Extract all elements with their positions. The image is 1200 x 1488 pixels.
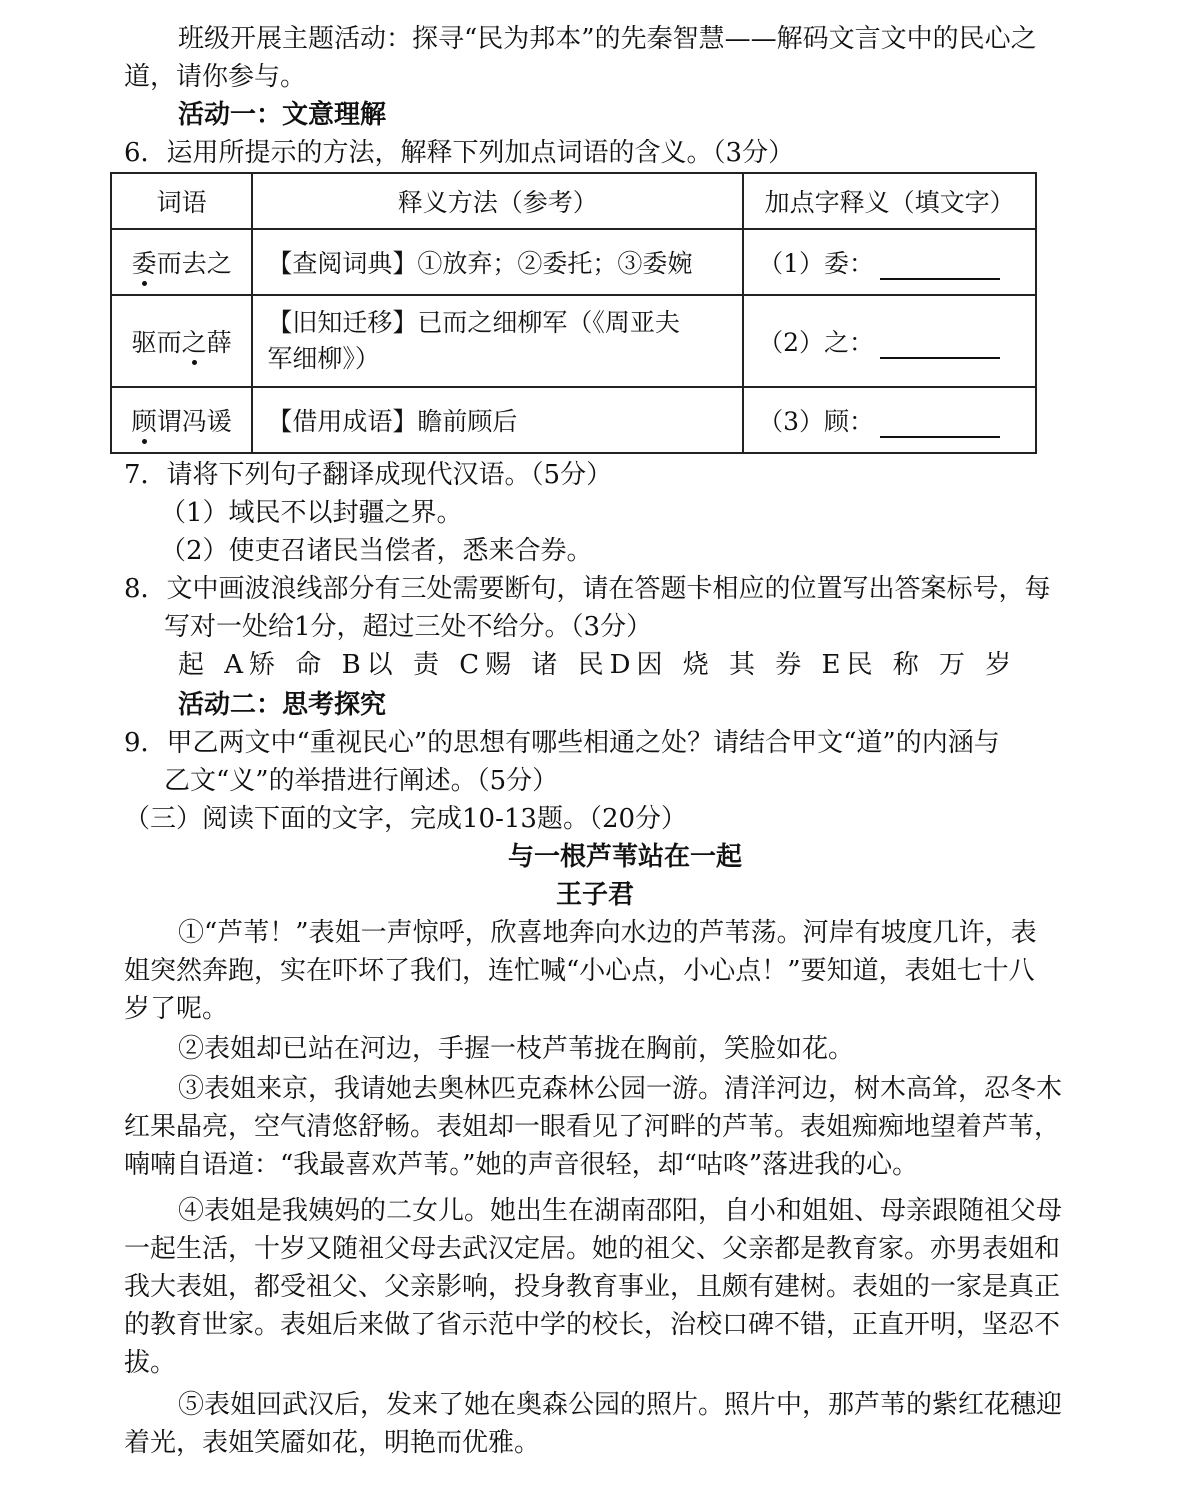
dotted-char: 顾	[131, 407, 157, 436]
header-answer: 加点字释义（填文字）	[743, 173, 1036, 229]
method-line-2: 军细柳》）	[267, 344, 380, 373]
question-9-line-2: 乙文“义”的举措进行阐述。（5分）	[164, 766, 559, 796]
article-author: 王子君	[556, 880, 635, 910]
paragraph-1-line: ①“芦苇！”表姐一声惊呼，欣喜地奔向水边的芦苇荡。河岸有坡度几许，表	[178, 918, 1037, 948]
question-6-title: 6．运用所提示的方法，解释下列加点词语的含义。（3分）	[124, 138, 795, 168]
paragraph-3-line: 喃喃自语道：“我最喜欢芦苇。”她的声音很轻，却“咕咚”落进我的心。	[124, 1150, 919, 1180]
word-rest: 谓冯谖	[156, 407, 232, 436]
question-7-title: 7．请将下列句子翻译成现代汉语。（5分）	[124, 460, 613, 490]
table-row	[111, 295, 1036, 387]
header-method: 释义方法（参考）	[252, 173, 743, 229]
paragraph-4-line: ④表姐是我姨妈的二女儿。她出生在湖南邵阳，自小和姐姐、母亲跟随祖父母	[178, 1196, 1063, 1226]
paragraph-4-line: 一起生活，十岁又随祖父母去武汉定居。她的祖父、父亲都是教育家。亦男表姐和	[124, 1234, 1061, 1264]
header-word: 词语	[111, 173, 252, 229]
activity-one-heading: 活动一：文意理解	[178, 100, 387, 130]
question-8-line-1: 8．文中画波浪线部分有三处需要断句，请在答题卡相应的位置写出答案标号，每	[124, 574, 1051, 604]
method-cell	[252, 295, 743, 387]
vocabulary-table	[110, 172, 1037, 454]
question-7-sentence-2: （2）使吏召诸民当偿者，悉来合券。	[160, 536, 593, 566]
method-cell: 【查阅词典】①放弃；②委托；③委婉	[252, 229, 743, 295]
paragraph-3-line: 红果晶亮，空气清悠舒畅。表姐却一眼看见了河畔的芦苇。表姐痴痴地望着芦苇，	[124, 1112, 1061, 1142]
answer-cell	[743, 229, 1036, 295]
answer-label: （1）委：	[758, 249, 875, 278]
answer-label: （3）顾：	[758, 407, 875, 436]
answer-cell	[743, 387, 1036, 453]
section-3-heading: （三）阅读下面的文字，完成10-13题。（20分）	[124, 804, 688, 834]
table-row	[111, 229, 1036, 295]
answer-label: （2）之：	[758, 328, 875, 357]
paragraph-2-line: ②表姐却已站在河边，手握一枝芦苇拢在胸前，笑脸如花。	[178, 1034, 855, 1064]
answer-cell	[743, 295, 1036, 387]
method-cell: 【借用成语】瞻前顾后	[252, 387, 743, 453]
word-rest: 薛	[206, 328, 232, 357]
answer-blank[interactable]	[880, 254, 1000, 280]
intro-line-1: 班级开展主题活动：探寻“民为邦本”的先秦智慧——解码文言文中的民心之	[178, 24, 1037, 54]
word-cell	[111, 295, 252, 387]
article-title: 与一根芦苇站在一起	[508, 842, 743, 872]
paragraph-5-line: 着光，表姐笑靥如花，明艳而优雅。	[124, 1428, 541, 1458]
question-9-line-1: 9．甲乙两文中“重视民心”的思想有哪些相通之处？请结合甲文“道”的内涵与	[124, 728, 1000, 758]
answer-blank[interactable]	[880, 333, 1000, 359]
paragraph-3-line: ③表姐来京，我请她去奥林匹克森林公园一游。清洋河边，树木高耸，忍冬木	[178, 1074, 1063, 1104]
paragraph-4-line: 的教育世家。表姐后来做了省示范中学的校长，治校口碑不错，正直开明，坚忍不	[124, 1310, 1061, 1340]
intro-line-2: 道，请你参与。	[124, 62, 307, 92]
paragraph-5-line: ⑤表姐回武汉后，发来了她在奥森公园的照片。照片中，那芦苇的紫红花穗迎	[178, 1390, 1063, 1420]
paragraph-4-line: 拔。	[124, 1348, 177, 1378]
question-7-sentence-1: （1）域民不以封疆之界。	[160, 498, 463, 528]
word-cell	[111, 387, 252, 453]
question-8-sentence: 起 A矫 命 B以 责 C赐 诸 民D因 烧 其 券 E民 称 万 岁	[178, 650, 1018, 680]
word-rest: 而去之	[156, 249, 232, 278]
table-row	[111, 387, 1036, 453]
paragraph-1-line: 岁了呢。	[124, 994, 229, 1024]
question-8-line-2: 写对一处给1分，超过三处不给分。（3分）	[164, 612, 653, 642]
word-cell	[111, 229, 252, 295]
method-line-1: 【旧知迁移】已而之细柳军（《周亚夫	[267, 308, 680, 337]
dotted-char: 之	[181, 328, 207, 357]
table-header-row	[111, 173, 1036, 229]
paragraph-4-line: 我大表姐，都受祖父、父亲影响，投身教育事业，且颇有建树。表姐的一家是真正	[124, 1272, 1061, 1302]
word-pre: 驱而	[131, 328, 182, 357]
paragraph-1-line: 姐突然奔跑，实在吓坏了我们，连忙喊“小心点，小心点！”要知道，表姐七十八	[124, 956, 1035, 986]
dotted-char: 委	[131, 249, 157, 278]
activity-two-heading: 活动二：思考探究	[178, 690, 387, 720]
answer-blank[interactable]	[880, 412, 1000, 438]
